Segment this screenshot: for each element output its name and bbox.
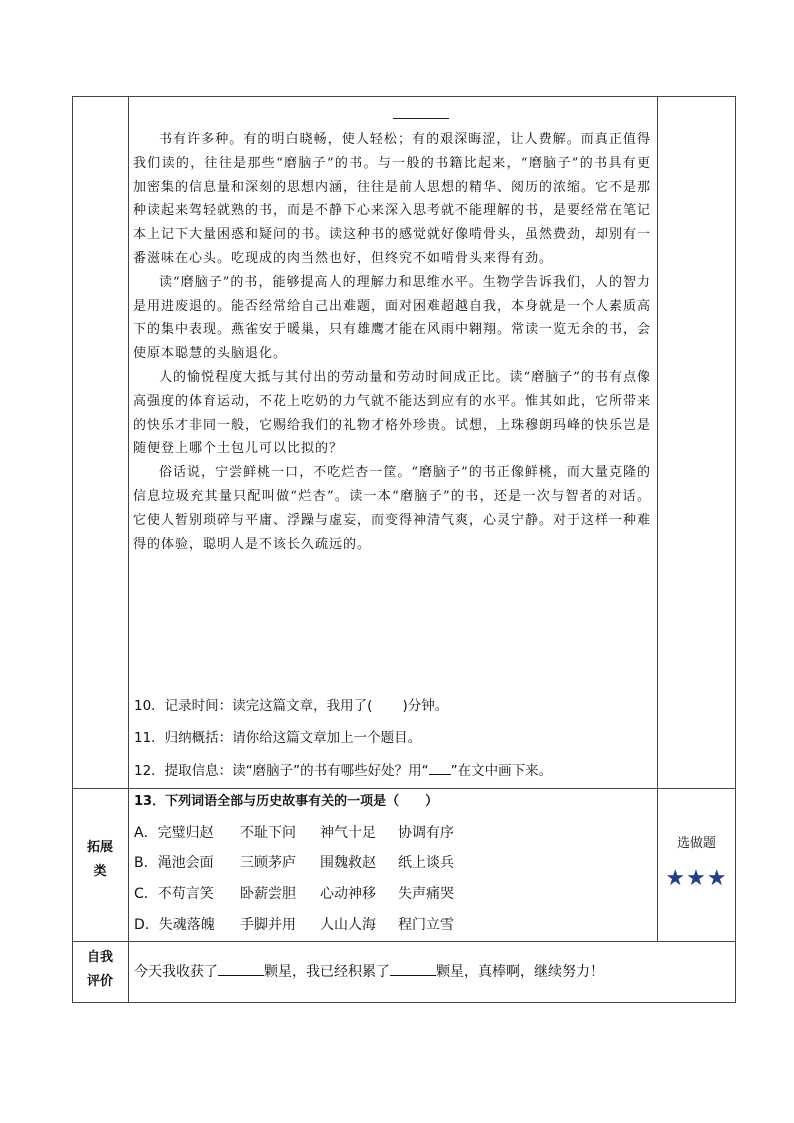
column-divider-left [128, 96, 129, 1003]
essay-paragraph: 书有许多种。有的明白晓畅，使人轻松；有的艰深晦涩，让人费解。而真正值得我们读的，往往是那些“磨脑子”的书。与一般的书籍比起来，“磨脑子”的书具有更加密集的信息量和深刻的思想内涵，往往是前人思想的精华、阅历的浓缩。它不是那种读起来驾轻就熟的书，而是不静下心来深入思考就不能理解的书，是要经常在笔记本上记下大量困惑和疑问的书。读这种书的感觉就好像啃骨头，虽然费劲，却别有一番滋味在心头。吃现成的肉当然也好，但终究不如啃骨头来得有劲。 [133, 132, 652, 266]
question-13: 13．下列词语全部与历史故事有关的一项是（ ） [134, 794, 439, 809]
stars-total-blank[interactable] [390, 961, 436, 976]
essay-paragraph: 读“磨脑子”的书，能够提高人的理解力和思维水平。生物学告诉我们，人的智力是用进废退的。能否经常给自己出难题，面对困难超越自我，本身就是一个人素质高下的集中表现。燕雀安于暖巢，只有雄鹰才能在风雨中翱翔。常读一览无余的书，会使原本聪慧的头脑退化。 [133, 274, 652, 362]
question-12: 12．提取信息：读“磨脑子”的书有哪些好处？用“ ”在文中画下来。 [134, 760, 552, 781]
column-divider-right [657, 96, 658, 942]
optional-question-label: 选做题 [676, 836, 716, 851]
extension-label: 拓展类 [86, 840, 113, 879]
underline-sample [429, 760, 451, 775]
row-divider-self-eval [72, 941, 736, 942]
essay-title-blank [393, 118, 449, 119]
essay-paragraph: 俗话说，宁尝鲜桃一口，不吃烂杏一筐。“磨脑子”的书正像鲜桃，而大量克隆的信息垃圾充其量只配叫做“烂杏”。读一本“磨脑子”的书，还是一次与智者的对话。它使人暂别琐碎与平庸、浮躁与虚妄，而变得神清气爽，心灵宁静。对于这样一种难得的体验，聪明人是不该长久疏远的。 [133, 465, 652, 552]
self-eval-label: 自我 评价 [86, 950, 113, 989]
question-11: 11．归纳概括：请你给这篇文章加上一个题目。 [134, 730, 422, 746]
essay-paragraph: 人的愉悦程度大抵与其付出的劳动量和劳动时间成正比。读“磨脑子”的书有点像高强度的体育运动，不花上吃奶的力气就不能达到应有的水平。惟其如此，它所带来的快乐才非同一般，它赐给我们的礼物才格外珍贵。试想，上珠穆朗玛峰的快乐岂是随便登上哪个土包儿可以比拟的？ [133, 369, 652, 457]
row-divider-extension [72, 788, 736, 789]
self-eval-sentence: 今天我收获了 颗星，我已经积累了 颗星，真棒啊，继续努力！ [134, 961, 604, 982]
answer-blank-10[interactable] [372, 696, 402, 710]
stars-earned-blank[interactable] [218, 961, 264, 976]
difficulty-stars: ★★★ [665, 866, 728, 891]
essay-passage [133, 112, 651, 556]
question-10: 10．记录时间：读完这篇文章，我用了( )分钟。 [134, 698, 449, 714]
